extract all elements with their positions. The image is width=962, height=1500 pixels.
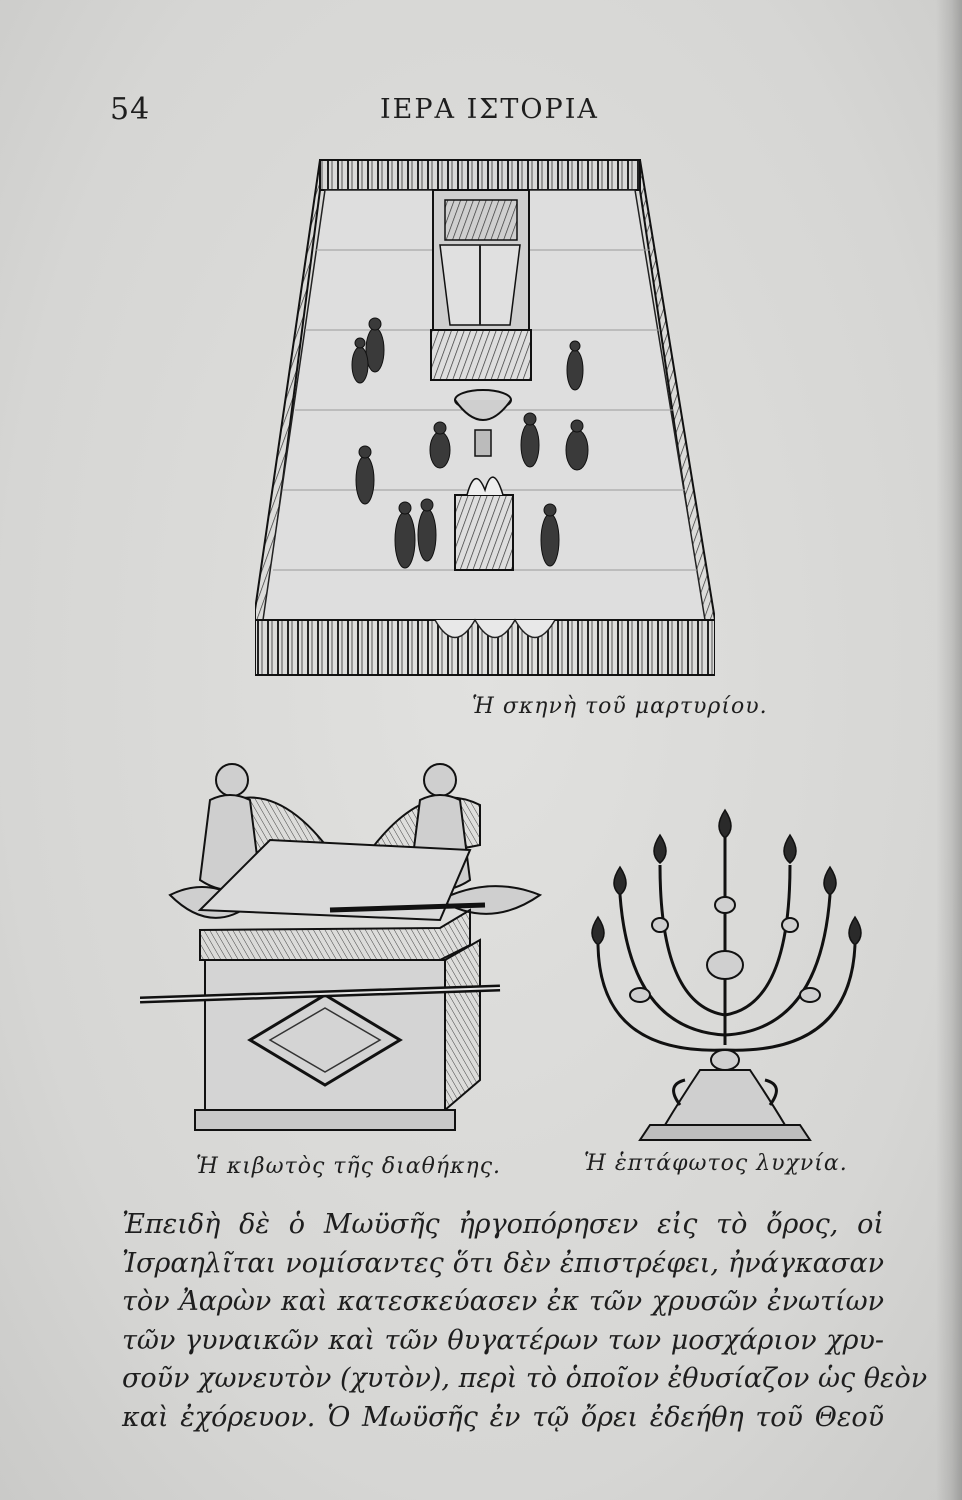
ark-illustration bbox=[140, 750, 560, 1150]
tabernacle-caption: Ἡ σκηνὴ τοῦ μαρτυρίου. bbox=[472, 694, 768, 719]
lamp-illustration bbox=[590, 805, 880, 1150]
tabernacle-illustration bbox=[255, 150, 715, 690]
text-line: Ἐπειδὴ δὲ ὁ Μωϋσῆς ἠργοπόρησεν εἰς τὸ ὄρος, οἱ bbox=[122, 1209, 884, 1240]
lamp-caption: Ἡ ἑπτάφωτος λυχνία. bbox=[584, 1151, 848, 1176]
text-line: τῶν γυναικῶν καὶ τῶν θυγατέρων των μοσχάριον χρυ- bbox=[122, 1324, 884, 1356]
text-line: καὶ ἐχόρευον. Ὁ Μωϋσῆς ἐν τῷ ὄρει ἐδεήθη τοῦ Θεοῦ bbox=[122, 1401, 884, 1433]
body-paragraph bbox=[122, 1206, 928, 1437]
page-edge-shadow bbox=[936, 0, 962, 1500]
ark-icon bbox=[140, 750, 560, 1150]
page-number: 54 bbox=[110, 92, 151, 127]
text-line: τὸν Ἀαρὼν καὶ κατεσκεύασεν ἐκ τῶν χρυσῶν ἐνωτίων bbox=[122, 1286, 884, 1317]
tabernacle-icon bbox=[255, 150, 715, 690]
running-title: ΙΕΡΑ ΙΣΤΟΡΙΑ bbox=[380, 94, 599, 125]
text-line: σοῦν χωνευτὸν (χυτὸν), περὶ τὸ ὁποῖον ἐθυσίαζον ὡς θεὸν bbox=[122, 1363, 928, 1394]
menorah-icon bbox=[590, 805, 880, 1150]
ark-caption: Ἡ κιβωτὸς τῆς διαθήκης. bbox=[196, 1154, 502, 1179]
text-line: Ἰσραηλῖται νομίσαντες ὅτι δὲν ἐπιστρέφει, ἠνάγκασαν bbox=[122, 1247, 884, 1279]
